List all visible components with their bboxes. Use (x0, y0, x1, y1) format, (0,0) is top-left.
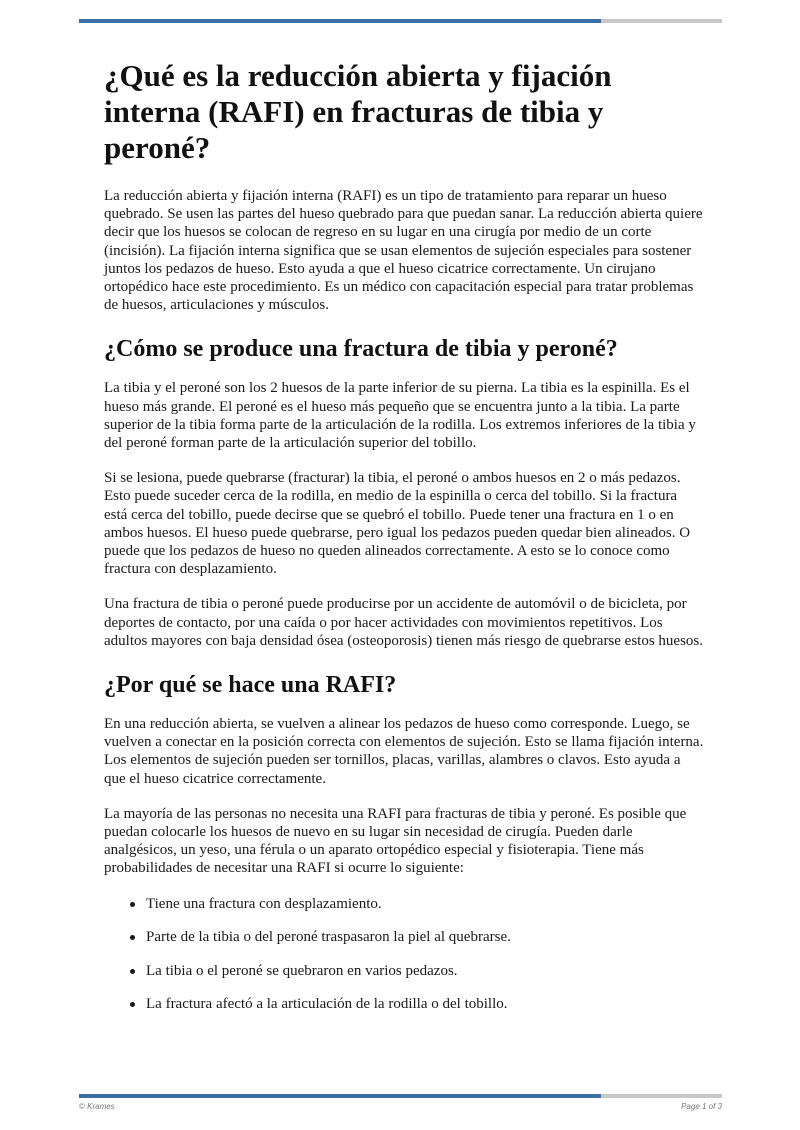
bullet-icon (130, 902, 135, 907)
bottom-rule-accent (79, 1094, 601, 1098)
list-item-text: La tibia o el peroné se quebraron en varios pedazos. (146, 962, 458, 979)
list-item-text: La fractura afectó a la articulación de la rodilla o del tobillo. (146, 996, 508, 1013)
list-item-text: Parte de la tibia o del peroné traspasaron la piel al quebrarse. (146, 929, 511, 946)
bullet-icon (130, 935, 135, 940)
copyright-footer: © Krames (79, 1102, 115, 1111)
section-paragraph: En una reducción abierta, se vuelven a alinear los pedazos de hueso como corresponde. Luego, se vuelven a conectar en la posición correcta con elementos de sujeción. Esto se llama fijación interna. Los elementos de sujeción pueden ser tornillos, placas, varillas, alambres o clavos. Esto ayuda a que el hueso cicatrice correctamente. (104, 716, 704, 787)
section-heading-why: ¿Por qué se hace una RAFI? (104, 672, 397, 699)
section-heading-how: ¿Cómo se produce una fractura de tibia y peroné? (104, 336, 618, 363)
bullet-list (104, 895, 704, 1014)
list-item (104, 895, 704, 913)
top-rule (79, 19, 722, 23)
section-paragraph: La tibia y el peroné son los 2 huesos de la parte inferior de su pierna. La tibia es la espinilla. Es el hueso más grande. El peroné es el hueso más pequeño que se encuentra junto a la tibia. La parte superior de la tibia forma parte de la articulación de la rodilla. Los extremos inferiores de la tibia y del peroné forman parte de la articulación superior del tobillo. (104, 380, 696, 452)
page-title: ¿Qué es la reducción abierta y fijación interna (RAFI) en fracturas de tibia y peroné? (104, 58, 612, 165)
section-paragraph: Si se lesiona, puede quebrarse (fracturar) la tibia, el peroné o ambos huesos en 2 o más pedazos. Esto puede suceder cerca de la rodilla, en medio de la espinilla o cerca del tobillo. Si la fractura está cerca del tobillo, puede decirse que se quebró el tobillo. Puede tener una fractura en 1 o en ambos huesos. El hueso puede quebrarse, pero igual los pedazos pueden quedar bien alineados. O puede que los pedazos de hueso no queden alineados correctamente. A esto se lo conoce como fractura con desplazamiento. (104, 470, 691, 578)
list-item (104, 962, 704, 980)
intro-paragraph: La reducción abierta y fijación interna (RAFI) es un tipo de tratamiento para reparar un hueso quebrado. Se usen las partes del hueso quebrado para que puedan sanar. La reducción abierta quiere decir que los huesos se colocan de regreso en su lugar en una cirugía por medio de un corte (incisión). La fijación interna significa que se usan elementos de sujeción especiales para sostener juntos los pedazos de hueso. Esto ayuda a que el hueso cicatrice correctamente. Un cirujano ortopédico hace este procedimiento. Es un médico con capacitación especial para tratar problemas de huesos, articulaciones y músculos. (104, 188, 703, 314)
page-number: Page 1 of 3 (681, 1102, 722, 1111)
bottom-rule (79, 1094, 722, 1098)
section-paragraph: La mayoría de las personas no necesita una RAFI para fracturas de tibia y peroné. Es posible que puedan colocarle los huesos de nuevo en su lugar sin necesidad de cirugía. Pueden darle analgésicos, un yeso, una férula o un aparato ortopédico especial y fisioterapia. Tiene más probabilidades de necesitar una RAFI si ocurre lo siguiente: (104, 805, 687, 877)
bullet-icon (130, 1002, 135, 1007)
document-body (104, 58, 704, 1029)
top-rule-accent (79, 19, 601, 23)
section-paragraph: Una fractura de tibia o peroné puede producirse por un accidente de automóvil o de bicicleta, por deportes de contacto, por una caída o por hacer actividades con movimientos repetitivos. Los adultos mayores con baja densidad ósea (osteoporosis) tienen más riesgo de quebrarse estos huesos. (104, 596, 704, 649)
bullet-icon (130, 969, 135, 974)
list-item (104, 995, 704, 1013)
list-item (104, 928, 704, 946)
list-item-text: Tiene una fractura con desplazamiento. (146, 895, 382, 912)
